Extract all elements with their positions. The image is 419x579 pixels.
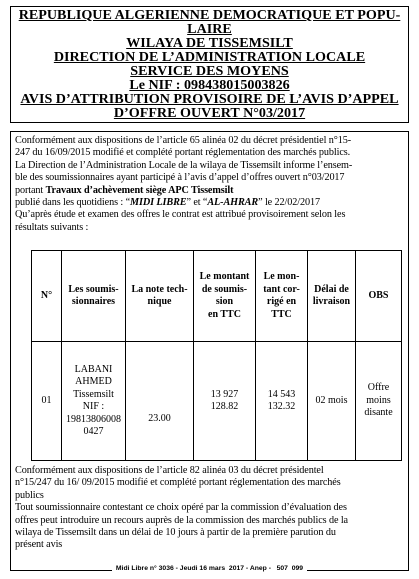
header-line-2: LAIRE (187, 21, 232, 37)
closing-line-2: n°15/247 du 16/ 09/2015 modifié et complété portant réglementation des marchés (15, 477, 341, 489)
header-line-3: WILAYA DE TISSEMSILT (126, 35, 293, 51)
intro-line-4: ble des soumissionnaires ayant participé à l’avis d’appel d’offres ouvert n°03/2017 (15, 172, 345, 184)
cell-delivery: 02 mois (308, 342, 356, 461)
header-nif: Le NIF : 098438015003826 (129, 77, 290, 93)
col-header-corrected-amount: Le mon- tant cor- rigé en TTC (256, 251, 308, 342)
closing-line-4: Tout soumissionnaire contestant ce choix opéré par la commission d’évaluation des (15, 502, 347, 514)
cell-corrected-amount: 14 543 132.32 (256, 342, 308, 461)
cell-obs: Offre moins disante (356, 342, 402, 461)
intro-line-2: 247 du 16/09/2015 modifié et complété portant réglementation des marchés publics. (15, 147, 351, 159)
newspaper-2: AL-AHRAR (207, 197, 259, 209)
notice-body (10, 131, 409, 571)
header-line-1: REPUBLIQUE ALGERIENNE DEMOCRATIQUE ET POPU- (18, 7, 401, 23)
closing-paragraph (15, 465, 405, 552)
intro-line-6 (15, 197, 405, 209)
header-line-5: SERVICE DES MOYENS (130, 63, 289, 79)
table-row (32, 342, 402, 461)
notice-header (10, 6, 409, 123)
cell-bidder: LABANI AHMED Tissemsilt NIF : 19813806008 0427 (62, 342, 126, 461)
closing-line-3: publics (15, 489, 44, 501)
footer-text: Midi Libre n° 3036 - Jeudi 16 mars 2017 - Anep - 507 099 (112, 565, 307, 572)
cell-tech-score: 23.00 (126, 342, 194, 461)
header-title-2: D’OFFRE OUVERT N°03/2017 (113, 105, 306, 121)
intro-l5-prefix: portant (15, 184, 46, 196)
closing-line-5: offres peut introduire un recours auprès de la commission des marchés publics de la (15, 514, 348, 526)
intro-line-3: La Direction de l’Administration Locale de la wilaya de Tissemsilt informe l’ensem- (15, 159, 353, 171)
results-table (31, 250, 402, 461)
intro-l6-prefix: publié dans les quotidiens : “ (15, 197, 130, 209)
col-header-bidders: Les soumis- sionnaires (62, 251, 126, 342)
intro-line-5 (15, 185, 405, 197)
col-header-obs: OBS (356, 251, 402, 342)
closing-line-7: présent avis (15, 539, 63, 551)
closing-line-6: wilaya de Tissemsilt dans un délai de 10 jours à partir de la première parution du (15, 527, 336, 539)
intro-paragraph (15, 135, 405, 234)
publication-footer (0, 565, 419, 572)
closing-line-1: Conformément aux dispositions de l’article 82 alinéa 03 du décret présidentel (15, 465, 324, 476)
intro-l6-mid: ” et “ (186, 197, 208, 209)
col-header-tech-score: La note tech- nique (126, 251, 194, 342)
intro-line-7: Qu’après étude et examen des offres le contrat est attribué provisoirement selon les (15, 209, 346, 221)
intro-line-1: Conformément aux dispositions de l’article 65 alinéa 02 du décret présidentiel n°15- (15, 135, 352, 146)
header-title-1: AVIS D’ATTRIBUTION PROVISOIRE DE L’AVIS D’APPEL (20, 91, 399, 107)
project-title: Travaux d’achèvement siège APC Tissemsilt (45, 184, 234, 196)
intro-line-8: résultats suivants : (15, 221, 89, 233)
col-header-bid-amount: Le montant de soumis- sion en TTC (194, 251, 256, 342)
newspaper-1: MIDI LIBRE (130, 197, 187, 209)
table-header-row (32, 251, 402, 342)
intro-l6-suffix: ” le 22/02/2017 (258, 197, 320, 209)
col-header-num: N° (32, 251, 62, 342)
col-header-delivery: Délai de livraison (308, 251, 356, 342)
cell-bid-amount: 13 927 128.82 (194, 342, 256, 461)
cell-num: 01 (32, 342, 62, 461)
header-line-4: DIRECTION DE L’ADMINISTRATION LOCALE (53, 49, 366, 65)
